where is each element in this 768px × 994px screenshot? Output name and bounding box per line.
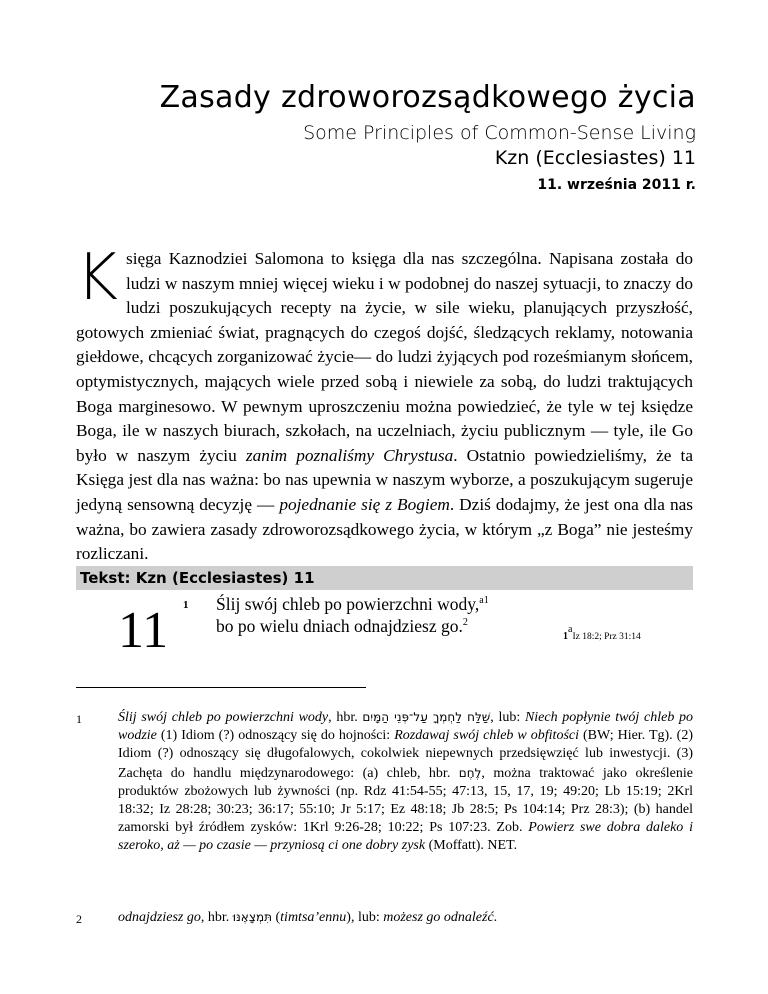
footnote-1-text-e: , można traktować jako określenie produktów zbożowych lub żywności (np. Rdz 41:54-55; 47:13, 15, 17, 19; 49:20; Lb 15:19; 2Krl 18:32; Iz 28:28; 30:23; 36:17; 55:10; Jr 5:17; Ez 48:18; Jb 28:5; Ps 104:14; Prz 28:3); (b) handel zamorski był źródłem zysków: 1Krl 9:26-28; 10:22; Ps 107:23. Zob. <box>118 765 693 836</box>
intro-emphasis-2: pojednanie się z Bogiem <box>279 494 450 514</box>
footnote-ref-1[interactable]: a1 <box>479 595 489 606</box>
footnote-2-hebrew: תִּמְצָאֶנּוּ <box>232 910 272 924</box>
footnote-1-emphasis-1: Niech popłynie twój chleb po wodzie <box>118 710 694 744</box>
footnote-1-emphasis-3: Powierz swe dobra daleko i szeroko, aż — po czasie — przyniosą ci one dobry zysk <box>118 820 693 854</box>
footnote-1-emphasis-2: Rozdawaj swój chleb w obfitości <box>394 728 579 744</box>
footnote-2-transliteration: timtsa’ennu <box>280 910 347 925</box>
footnote-2-text-a: , hbr. <box>200 910 233 925</box>
footnote-1-lead: Ślij swój chleb po powierzchni wody <box>118 710 329 725</box>
footnote-2-text-d: . <box>493 910 498 925</box>
page-title: Zasady zdroworozsądkowego życia <box>159 80 696 115</box>
footnote-number-1: 1 <box>76 712 82 726</box>
intro-paragraph <box>76 241 693 567</box>
footnote-number-2: 2 <box>76 912 82 926</box>
verse-line-2 <box>216 616 468 637</box>
footnote-2 <box>118 908 693 927</box>
intro-text-1: sięga Kaznodziei Salomona to księga dla nas szczególna. Napisana została do ludzi w naszym mniej więcej wieku i w podobnej do naszej sytuacji, to znaczy do ludzi poszukujących recepty na życie, w sile wieku, planujących przyszłość, gotowych zmieniać świat, pragnących do czegoś dojść, śledzących reklamy, notowania giełdowe, chcących zorganizować życie— do ludzi żyjących pod roześmianym słońcem, optymistycznych, mających wiele przed sobą i niewiele za sobą, do ludzi traktujących Boga marginesowo. W pewnym uproszczeniu można powiedzieć, że tyle w tej księdze Boga, ile w naszych biurach, szkołach, na uczelniach, życiu publicznym — tyle, ile Go było w naszym życiu <box>76 249 693 465</box>
cross-reference <box>563 624 641 642</box>
cross-reference-text: Iz 18:2; Prz 31:14 <box>572 632 641 642</box>
footnote-1-text-c: (1) Idiom (?) odnoszący się do hojności: <box>156 728 395 744</box>
footnote-divider <box>76 687 366 688</box>
footnote-1-text-f: (Moffatt). NET. <box>425 838 518 854</box>
verse-line-1-text: Ślij swój chleb po powierzchni wody, <box>216 594 480 614</box>
verse-number: 1 <box>183 599 189 611</box>
footnote-2-text-b: ( <box>272 910 281 925</box>
footnote-2-emphasis: możesz go odnaleźć <box>383 910 494 925</box>
verse-line-2-text: bo po wielu dniach odnajdziesz go. <box>216 616 463 636</box>
footnote-1-text-d: (BW; Hier. Tg). (2) Idiom (?) odnoszący się długofalowych, cokolwiek niepewnych przedsięwzięć lub inwestycji. (3) Zachęta do handlu międzynarodowego: (a) chleb, hbr. <box>118 728 693 781</box>
footnote-1-hebrew-1: שַׁלַּח לַחְמְךָ עַל־פְּנֵי הַמָּיִם <box>362 710 491 724</box>
footnote-1-text-a: , hbr. <box>328 710 363 725</box>
intro-text-3: . Dziś dodajmy, że jest ona dla nas ważna, bo zawiera zasady zdroworozsądkowego życia, w którym „z Boga” nie jesteśmy rozliczani. <box>76 494 693 564</box>
cross-reference-verse: 1 <box>563 631 568 642</box>
cross-reference-letter: a <box>568 624 573 635</box>
verse-line-1 <box>216 594 489 615</box>
intro-emphasis-1: zanim poznaliśmy Chrystusa <box>245 445 454 465</box>
footnote-1 <box>118 708 693 856</box>
footnote-ref-2[interactable]: 2 <box>462 617 468 628</box>
footnote-1-text-b: , lub: <box>490 710 525 725</box>
footnote-1-hebrew-2: לֶחֶם <box>458 765 482 780</box>
sermon-date: 11. września 2011 r. <box>537 177 696 193</box>
chapter-number: 11 <box>118 602 169 659</box>
intro-text-2: . Ostatnio powiedzieliśmy, że ta Księga jest dla nas ważna: bo nas upewnia w naszym wyborze, a poszukującym sugeruje jedyną sensowną decyzję — <box>76 445 693 514</box>
english-subtitle: Some Principles of Common-Sense Living <box>303 122 696 144</box>
footnote-2-lead: odnajdziesz go <box>118 910 201 925</box>
drop-cap: K <box>76 241 118 315</box>
bible-reference: Kzn (Ecclesiastes) 11 <box>494 147 696 169</box>
footnote-2-text-c: ), lub: <box>346 910 384 925</box>
section-header: Tekst: Kzn (Ecclesiastes) 11 <box>76 566 693 590</box>
